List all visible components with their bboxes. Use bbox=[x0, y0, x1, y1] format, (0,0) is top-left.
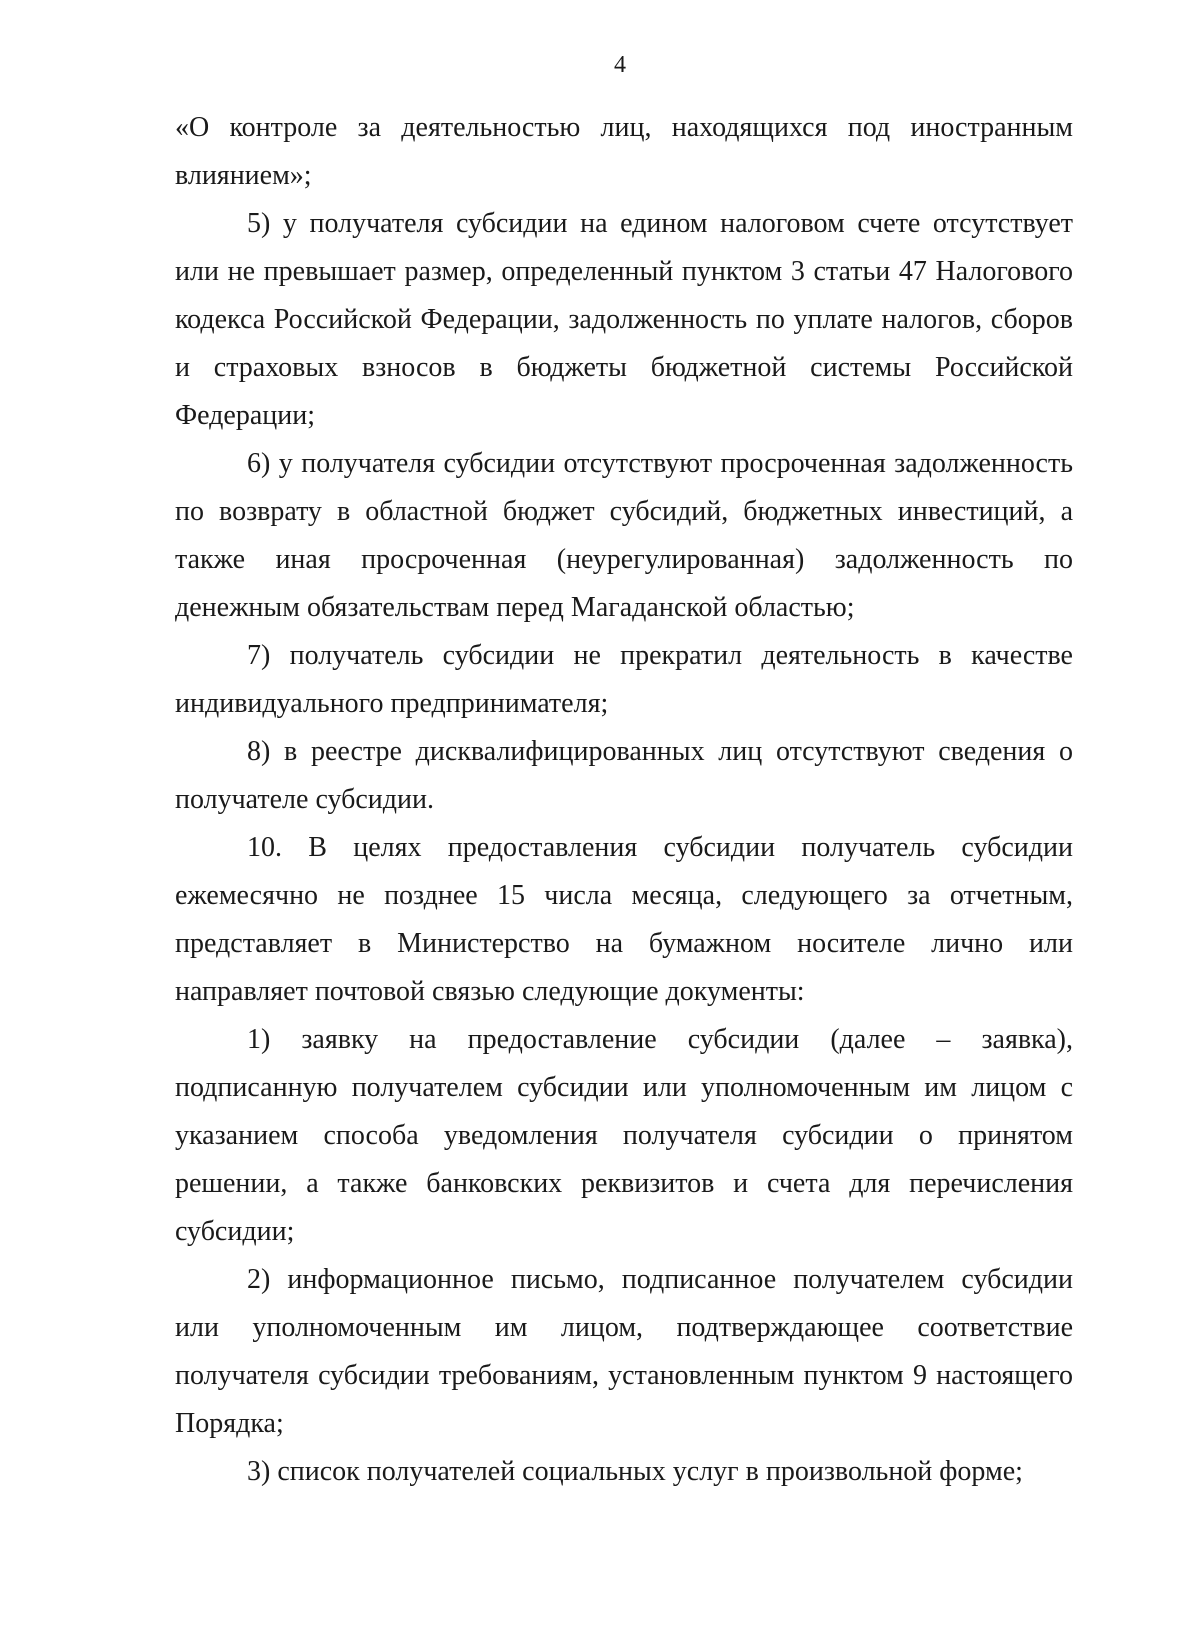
paragraph-document-1: 1) заявку на предоставление субсидии (далее – заявка), подписанную получателем субсидии или уполномоченным им лицом с указанием способа уведомления получателя субсидии о принятом решении, а также банковских реквизитов и счета для перечисления субсидии; bbox=[175, 1024, 1073, 1247]
paragraph-item-5: 5) у получателя субсидии на едином налоговом счете отсутствует или не превышает размер, определенный пунктом 3 статьи 47 Налогового кодекса Российской Федерации, задолженность по уплате налогов, сборов и страховых взносов в бюджеты бюджетной системы Российской Федерации; bbox=[175, 208, 1073, 431]
paragraph-item-8: 8) в реестре дисквалифицированных лиц отсутствуют сведения о получателе субсидии. bbox=[175, 736, 1073, 815]
paragraph-foreign-influence-law: «О контроле за деятельностью лиц, находящихся под иностранным влиянием»; bbox=[175, 112, 1073, 191]
paragraph-document-3: 3) список получателей социальных услуг в произвольной форме; bbox=[247, 1456, 1023, 1487]
paragraph-item-7: 7) получатель субсидии не прекратил деятельность в качестве индивидуального предпринимателя; bbox=[175, 640, 1073, 719]
document-body bbox=[175, 104, 1073, 1496]
paragraph-item-6: 6) у получателя субсидии отсутствуют просроченная задолженность по возврату в областной бюджет субсидий, бюджетных инвестиций, а также иная просроченная (неурегулированная) задолженность по денежным обязательствам перед Магаданской областью; bbox=[175, 448, 1073, 623]
paragraph-document-2: 2) информационное письмо, подписанное получателем субсидии или уполномоченным им лицом, подтверждающее соответствие получателя субсидии требованиям, установленным пунктом 9 настоящего Порядка; bbox=[175, 1264, 1073, 1439]
paragraph-section-10: 10. В целях предоставления субсидии получатель субсидии ежемесячно не позднее 15 числа месяца, следующего за отчетным, представляет в Министерство на бумажном носителе лично или направляет почтовой связью следующие документы: bbox=[175, 832, 1073, 1007]
page-number: 4 bbox=[614, 52, 626, 78]
